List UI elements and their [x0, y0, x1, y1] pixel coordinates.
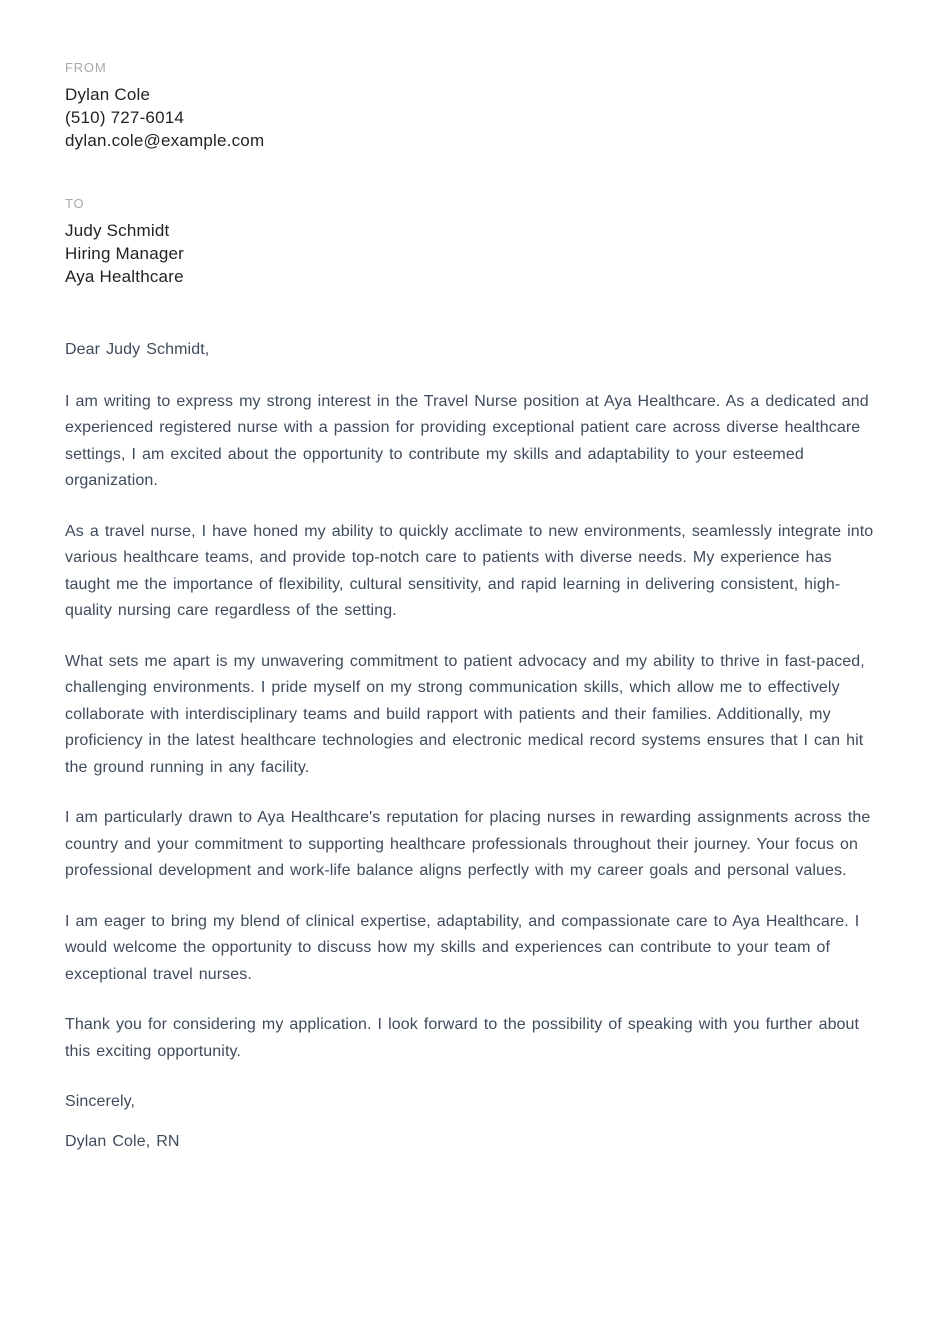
signature: Dylan Cole, RN [65, 1132, 180, 1150]
letter-paragraph-1: I am writing to express my strong interest in the Travel Nurse position at Aya Healthcare. As a dedicated and experienced registered nurse with a passion for providing exceptional patient care across diverse healthcare settings, I am excited about the opportunity to contribute my skills and adaptability to your esteemed organization. [65, 392, 869, 489]
recipient-title: Hiring Manager [65, 244, 185, 263]
letter-paragraph-3: What sets me apart is my unwavering commitment to patient advocacy and my ability to thrive in fast-paced, challenging environments. I pride myself on my strong communication skills, which allow me to effectively collaborate with interdisciplinary teams and build rapport with patients and their families. Additionally, my proficiency in the latest healthcare technologies and electronic medical record systems ensures that I can hit the ground running in any facility. [65, 652, 865, 776]
closing: Sincerely, [65, 1093, 136, 1110]
to-label: TO [65, 196, 85, 211]
sender-phone: (510) 727-6014 [65, 108, 185, 127]
letter-paragraph-2: As a travel nurse, I have honed my ability to quickly acclimate to new environments, seamlessly integrate into various healthcare teams, and provide top-notch care to patients with diverse needs. My experience has taught me the importance of flexibility, cultural sensitivity, and rapid learning in delivering consistent, high-quality nursing care regardless of the setting. [65, 522, 874, 619]
letter-paragraph-4: I am particularly drawn to Aya Healthcare's reputation for placing nurses in rewarding assignments across the country and your commitment to supporting healthcare professionals throughout their journey. Your focus on professional development and work-life balance aligns perfectly with my career goals and personal values. [65, 809, 871, 879]
sender-email: dylan.cole@example.com [65, 131, 265, 150]
recipient-company: Aya Healthcare [65, 267, 184, 286]
letter-body [65, 337, 880, 1155]
recipient-name: Judy Schmidt [65, 221, 170, 240]
letter-paragraph-6: Thank you for considering my application. I look forward to the possibility of speaking with you further about this exciting opportunity. [65, 1016, 860, 1060]
greeting: Dear Judy Schmidt, [65, 341, 210, 358]
from-section [65, 60, 880, 152]
to-section [65, 196, 880, 288]
letter-paragraph-5: I am eager to bring my blend of clinical expertise, adaptability, and compassionate care to Aya Healthcare. I would welcome the opportunity to discuss how my skills and experiences can contribute to your team of exceptional travel nurses. [65, 912, 860, 983]
sender-name: Dylan Cole [65, 85, 151, 104]
from-label: FROM [65, 60, 107, 75]
